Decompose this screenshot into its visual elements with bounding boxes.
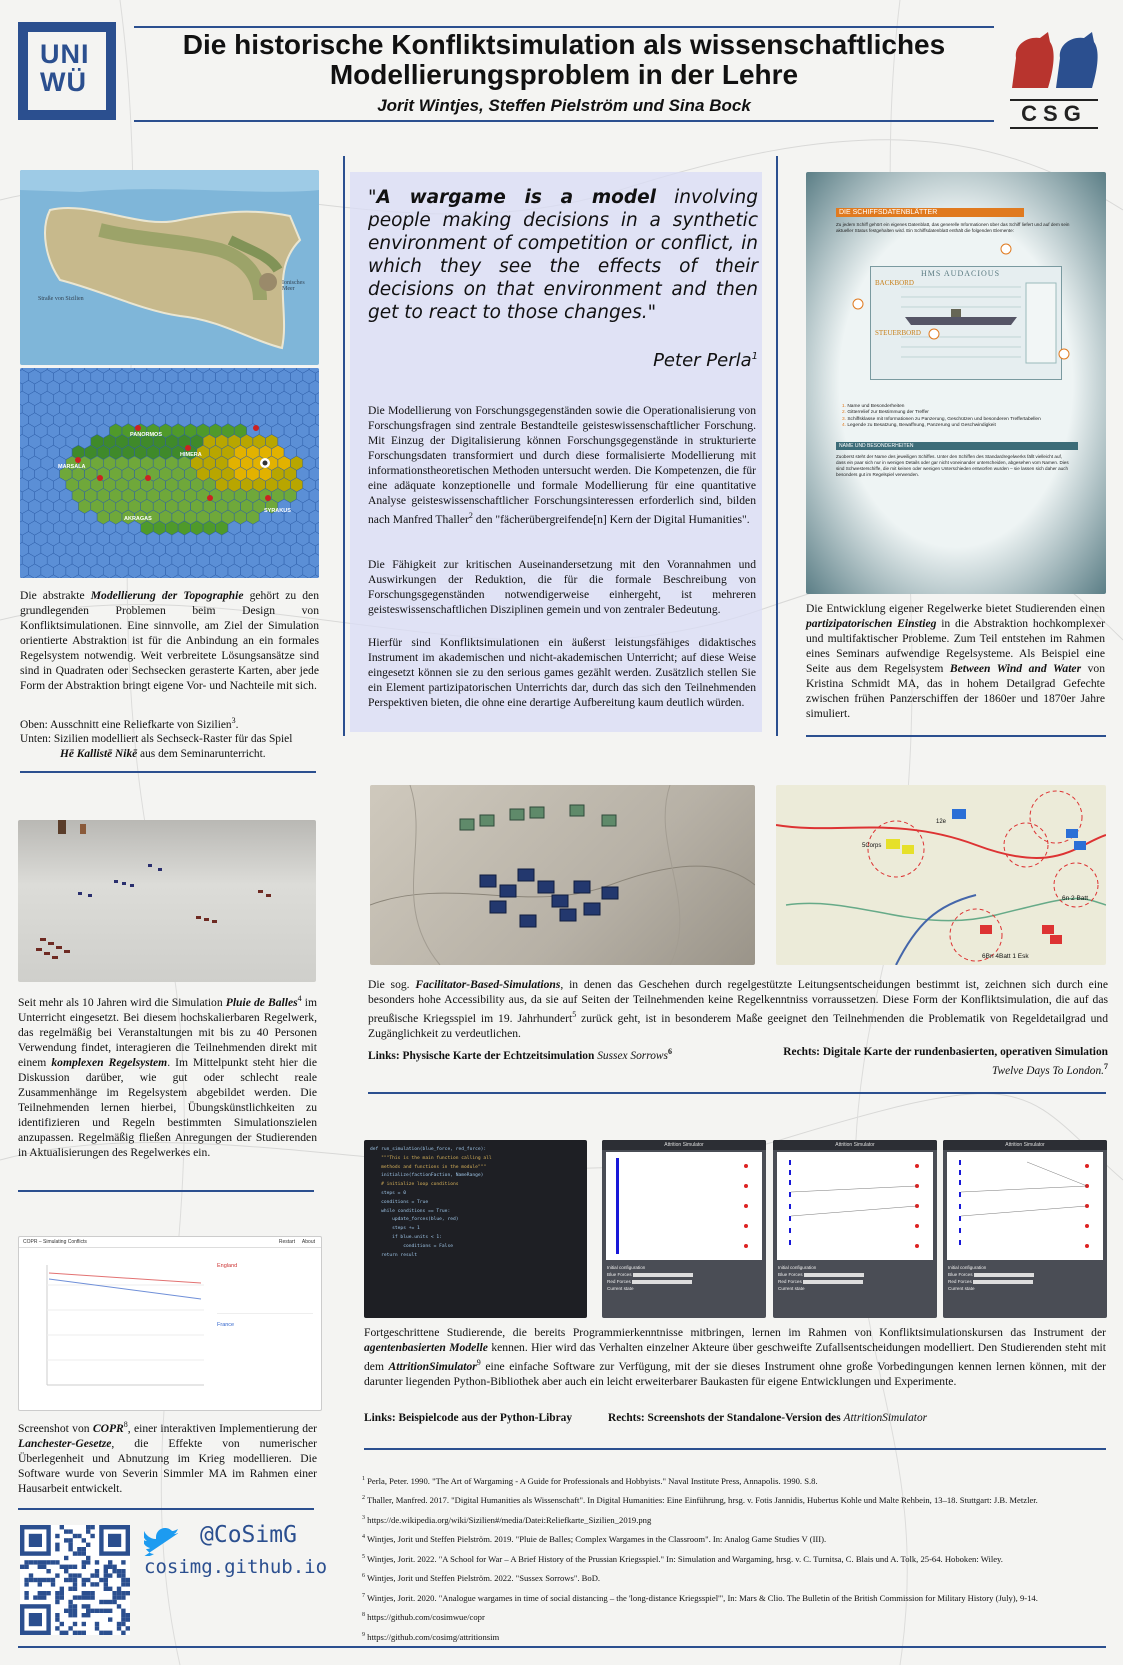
attrition-simulator-window: [943, 1140, 1107, 1318]
hex-label-marsala: MARSALA: [58, 464, 86, 470]
map-label-12e: 12e: [936, 819, 947, 825]
attr-titlebar: Attrition Simulator: [602, 1140, 766, 1150]
callout-markers: [806, 172, 1106, 594]
code-line: update_forces(blue, red): [370, 1217, 459, 1223]
sb-label: STEUERBORD: [875, 329, 921, 337]
participatory-text: Die Entwicklung eigener Regelwerke bietet Studierenden einen partizipatorischen Einstieg in die Abstraktion hochkomplexer und multifaktischer Probleme. Zum Teil entstehen im Rahmen eines Seminars aufwendige Regelsysteme. Als Beispiel eine Seite aus dem Regelsystem Between Wind and Water von Kristina Schmidt MA, das in hohem Detailgrad Gefechte zwischen frühen Panzerschiffen der 1860er und 1870er Jahre simuliert.: [806, 602, 1105, 720]
attr-red-label: Red Forces: [607, 1278, 761, 1285]
attr-config-label: Initial configuration: [948, 1265, 987, 1270]
sheet-subheader: NAME UND BESONDERHEITEN: [836, 442, 1078, 450]
sea-label-ionian: Ionisches Meer: [282, 280, 305, 292]
hex-label-panormos: PANORMOS: [130, 432, 162, 438]
university-logo-text: UNI WÜ: [40, 39, 90, 97]
perla-quote: "A wargame is a model involving people making decisions in a synthetic environment of competition or conflict, in which they see the effects of their decisions on that environment and then get to react to those changes.": [368, 187, 758, 323]
sheet-intro: Zu jedem Schiff gehört ein eigenes Datenblatt, das generelle Informationen über das Schiff liefert und auf dem sein aktueller Status festgehalten wird. Ein Schiffsdatenblatt enthält die folgenden Elemente:: [836, 222, 1070, 233]
copr-about-button[interactable]: About: [301, 1239, 315, 1245]
quote-author: Peter Perla$^1$: [653, 350, 758, 371]
intro-paragraph-3: Hierfür sind Konfliktsimulationen ein äußerst leistungsfähiges didaktisches Instrument im akademischen und nicht-akademischen Unterricht; auf diese Weise eingesetzt können sie zu den serious games gezählt werden. Zusätzlich stellen Sie ein Element partizipatorischen Unterrichts dar, durch das sich den Teilnehmenden Perspektiven bieten, die ohne eine derartige Aufbereitung kaum deutlich würden.: [368, 636, 756, 709]
intro-paragraph-2: Die Fähigkeit zur kritischen Auseinandersetzung mit den Vorannahmen und Auswirkungen der Reduktion, die für die formale Beschreibung von Forschungsgegenständen notwendigerweise einhergeht, ist mehreren geisteswissenschaftlichen Disziplinen gemein und von zentraler Bedeutung.: [368, 558, 756, 616]
facilitator-text: Die sog. Facilitator-Based-Simulations, in denen das Geschehen durch regelgestützte Leitungsentscheidungen bestimmt ist, zeichnen sich durch eine besonders hohe Accessibility aus, da sie auf Seiten der Teilnehmenden keine Regelkenntniss vorraussetzen. Diese Form der Konfliktsimulation, die auf das preußische Kriegsspiel im 19. Jahrhundert$^5$ zurück geht, ist in besonderem Maße geeignet den Teilnehmenden die Problematik von Regeldetailgrad und Zugänglichkeit zu verdeutlichen.: [368, 978, 1108, 1040]
sheet-header: DIE SCHIFFSDATENBLÄTTER: [836, 208, 1024, 217]
csg-logo-text: CSG: [1010, 99, 1098, 129]
code-line: conditions = True: [370, 1199, 429, 1205]
copr-restart-button[interactable]: Restart: [278, 1239, 295, 1245]
university-logo: [18, 22, 116, 120]
attr-state-label: Current state: [607, 1286, 634, 1291]
copr-side-england: England: [217, 1263, 238, 1269]
footnote-item: $^2$ Thaller, Manfred. 2017. "Digital Humanities als Wissenschaft". In Digital Humanities: Eine Einführung, hrsg. v. Fotis Jannidis, Hubertus Kohle und Malte Rehbein, 13–18. Stuttgart: J.B. Metzler.: [362, 1495, 1038, 1506]
footnote-item: $^7$ Wintjes, Jorit. 2020. "Analogue wargames in time of social distancing – the 'long-distance Kriegsspiel'", In: Mars & Clio. The Bulletin of the British Commission for Military History (July), 9-14.: [362, 1592, 1038, 1603]
code-line: conditions = False: [370, 1243, 453, 1249]
attr-blue-label: Blue Forces: [607, 1271, 761, 1278]
twitter-bird-icon: [144, 1528, 178, 1556]
code-line: methods and functions in the module""": [370, 1164, 487, 1170]
sheet-body: Zuoberst steht der Name des jeweiligen Schiffes. Unter den Schiffen des Standardregelwerks fällt vielleicht auf, dass ein paar sich nur in wenigen Details oder gar nicht voneinander unterscheiden, abgesehen vom Namen. Dies sind Schwesterschiffe, die mit keinen oder wenigen Unterschieden entworfen wurden – sie lassen sich daher auch besonders gut im Regelspiel verwenden.: [836, 454, 1069, 477]
footnote-item: $^3$ https://de.wikipedia.org/wiki/Sizilien#/media/Datei:Reliefkarte_Sizilien_2019.png: [362, 1514, 652, 1525]
agent-caption-left: Links: Beispielcode aus der Python-Libray: [364, 1412, 573, 1424]
footnote-item: $^6$ Wintjes, Jorit und Steffen Pielström. 2022. "Sussex Sorrows". BoD.: [362, 1573, 601, 1584]
map-label-6bn4batt: 6Bn 4Batt 1 Esk: [982, 953, 1029, 960]
website-url[interactable]: cosimg.github.io: [144, 1556, 328, 1578]
attr-state-label: Current state: [778, 1286, 805, 1291]
hex-label-himera: HIMERA: [180, 452, 202, 458]
footnote-item: $^9$ https://github.com/cosimg/attritionsim: [362, 1631, 500, 1642]
attr-blue-label: Blue Forces: [948, 1271, 1102, 1278]
code-line: # initialize loop conditions: [370, 1182, 459, 1188]
code-line: """This is the main function calling all: [370, 1155, 492, 1161]
code-line: if blue.units < 1:: [370, 1234, 442, 1240]
footnote-item: $^1$ Perla, Peter. 1990. "The Art of Wargaming - A Guide for Professionals and Hobbyists." Naval Institute Press, Annapolis. 1990. S.8.: [362, 1475, 818, 1486]
sicily-relief-map: [20, 170, 319, 365]
python-code-screenshot: [364, 1140, 587, 1318]
copr-screenshot: [18, 1236, 322, 1411]
attrition-simulator-window: [602, 1140, 766, 1318]
attr-blue-label: Blue Forces: [778, 1271, 932, 1278]
footnote-item: $^4$ Wintjes, Jorit und Steffen Pielström. 2019. "Pluie de Balles; Complex Wargames in the Classroom". In: Analog Game Studies V (III).: [362, 1534, 827, 1545]
facilitator-caption-right: Rechts: Digitale Karte der rundenbasierten, operativen Simulation Twelve Days To London.$^7$: [783, 1046, 1108, 1077]
chess-knights-icon: [1004, 28, 1104, 92]
footnote-item: $^5$ Wintjes, Jorit. 2022. "A School for War – A Brief History of the Prussian Kriegsspiel." In: Simulation and Wargaming, hrsg. v. C. Turnitsa, C. Blais und A. Tolk, 25-64. Hoboken: Wiley.: [362, 1553, 1003, 1564]
topography-text: Die abstrakte Modellierung der Topographie gehört zu den grundlegenden Problemen beim Design von Konfliktsimulationen. Eine sinnvolle, am Ziel der Simulation orientierte Abstraktion ist für die Anbindung an ein formales Regelsystem notwendig. Weit verbreitete Lösungsansätze sind sind in Quadraten oder Sechsecken gerasterte Karten, aber jede Form der Abstraktion bringt eigene Vor- und Nachteile mit sich.: [20, 589, 319, 692]
intro-paragraph-1: Die Modellierung von Forschungsgegenständen sowie die Operationalisierung von Forschungsfragen sind zentrale Bestandteile geisteswissenschaftlicher Forschung. Mit Einzug der Digitalisierung können Forschungsgegenstände in strukturierte Forschungsdaten transformiert und durch diese formalisierte Modellierung mit informationstheoretischen Methoden untersucht werden. Die Kompetenzen, die für eine adäquate konzeptionelle und formale Modellierung für eine quantitative Analyse geisteswissenschaftlicher Forschungsinteressen erforderlich sind, bilden nach Manfred Thaller$^2$ den "fächerübergreifende[n] Kern der Digital Humanities".: [368, 404, 756, 526]
sicily-hex-map: [20, 368, 319, 578]
attr-titlebar: Attrition Simulator: [943, 1140, 1107, 1150]
copr-text: Screenshot von COPR$^8$, einer interaktiven Implementierung der Lanchester-Gesetze, die Effekte von numerischer Überlegenheit und Abnutzung im Krieg modellieren. Die Software wurde von Severin Simmler MA im Rahmen einer Hausarbeit entwickelt.: [18, 1420, 317, 1495]
code-lines: [370, 1146, 582, 1260]
pluie-de-balles-photo: [18, 820, 316, 982]
authors: Jorit Wintjes, Steffen Pielström und Sina Bock: [377, 96, 751, 115]
attr-red-label: Red Forces: [778, 1278, 932, 1285]
sussex-sorrows-physical-map: [370, 785, 755, 965]
operational-map: [776, 785, 1106, 965]
csg-logo: [1004, 28, 1104, 126]
attrition-simulator-window: [773, 1140, 937, 1318]
sea-label: Straße von Sizilien: [38, 296, 84, 302]
code-line: def run_simulation(blue_force, red_force):: [370, 1147, 487, 1152]
footnote-item: $^8$ https://github.com/cosimwue/copr: [362, 1612, 485, 1623]
copr-side-france: France: [217, 1322, 235, 1328]
bb-label: BACKBORD: [875, 279, 914, 287]
twitter-handle[interactable]: @CoSimG: [200, 1522, 297, 1548]
qr-code[interactable]: [20, 1525, 130, 1635]
map-label-6n2batt: 6n 2 Batt: [1062, 895, 1089, 902]
attr-titlebar: Attrition Simulator: [773, 1140, 937, 1150]
attr-config-label: Initial configuration: [607, 1265, 646, 1270]
twelve-days-digital-map: [776, 785, 1106, 965]
code-line: initialize(factionFaction, NameRange): [370, 1173, 484, 1179]
sheet-legend-list: 1. Name und Besonderheiten 2. Gitterrelief zur Bestimmung der Treffer 3. Schiffsklasse mit Informationen zu Panzerung, Geschützen und besonderen Treffertabellen 4. Legende zu Besatzung, Bewaffnung, Panzerung und Geschwindigkeit: [842, 404, 1041, 429]
attr-state-label: Current state: [948, 1286, 975, 1291]
page-title: Die historische Konfliktsimulation als wissenschaftliches Modellierungsproblem in der Lehre: [182, 29, 946, 90]
code-line: steps = 0: [370, 1190, 406, 1196]
hex-grid: [20, 368, 319, 578]
code-line: return result: [370, 1252, 418, 1258]
copr-line-chart: [29, 1255, 209, 1405]
map-label-5corps: 5Corps: [862, 843, 882, 849]
attr-config-label: Initial configuration: [778, 1265, 817, 1270]
agent-based-text: Fortgeschrittene Studierende, die bereits Programmierkenntnisse mitbringen, lernen im Rahmen von Konfliktsimulationskursen das Instrument der agentenbasierten Modelle kennen. Hier wird das Verhalten einzelner Akteure über geschweifte Zufallsentscheidungen modelliert. Den Studierenden steht mit dem AttritionSimulator$^9$ eine einfache Software zur Verfügung, mit der sie dieses Instrument ohne große Vorbedingungen kennen lernen können, mit der darunter liegenden Python-Bibliothek aber auch ein leicht erweiterbarer Baukasten für eigene Entwicklungen und Experimente.: [364, 1326, 1107, 1388]
pluie-text: Seit mehr als 10 Jahren wird die Simulation Pluie de Balles$^4$ im Unterricht eingesetzt. Bei diesem hochskalierbaren Regelwerk, das regelmäßig bei Veranstaltungen mit bis zu 40 Personen Verwendung findet, interagieren die Teilnehmenden direkt mit einem komplexen Regelsystem. Im Mittelpunkt steht hier die Diskussion darüber, wie gut oder schlecht reale Zusammenhänge im Regelsystem abgebildet werden. Die Teilnehmenden lernen hierbei, Übungskünstlichkeiten zu identifizieren und Regeln bestimmten Simulationszielen anzupassen. Regelmäßig fließen Anregungen der Studierenden in Aktualisierungen des Regelwerkes ein.: [18, 994, 318, 1159]
facilitator-caption-left: Links: Physische Karte der Echtzeitsimulation Sussex Sorrows$^6$: [368, 1047, 672, 1062]
copr-app-title: COPR – Simulating Conflicts: [23, 1239, 87, 1245]
ship-datasheet-page: [806, 172, 1106, 594]
topography-caption: Oben: Ausschnitt eine Reliefkarte von Sizilien$^3$. Unten: Sizilien modelliert als Sechseck-Raster für das Spiel Hē Kallistē Nikē aus dem Seminarunterricht.: [20, 716, 293, 760]
hex-label-syrakus: SYRAKUS: [264, 508, 291, 514]
agent-caption-right: Rechts: Screenshots der Standalone-Version des AttritionSimulator: [608, 1412, 928, 1424]
ship-name: HMS AUDACIOUS: [921, 269, 1001, 278]
code-line: steps += 1: [370, 1226, 420, 1232]
hex-label-akragas: AKRAGAS: [124, 516, 152, 522]
attr-red-label: Red Forces: [948, 1278, 1102, 1285]
attr-battlefield: [777, 1152, 933, 1260]
footnotes: [362, 1474, 1106, 1649]
code-line: while conditions == True:: [370, 1208, 451, 1214]
attr-battlefield: [947, 1152, 1103, 1260]
attr-battlefield: [606, 1152, 762, 1260]
